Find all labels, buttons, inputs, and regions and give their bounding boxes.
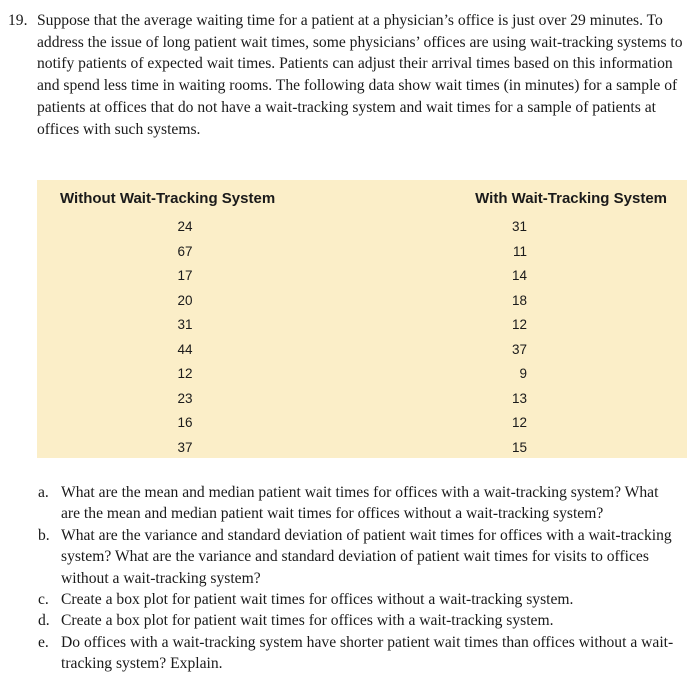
table-cell: 17 [177,268,193,283]
column-with-wait-tracking [493,215,527,460]
problem-number: 19. [8,12,28,29]
table-cell: 37 [511,341,527,357]
question-text: Create a box plot for patient wait times for offices without a wait-tracking system. [61,591,574,609]
table-cell: 23 [177,390,193,406]
table-cell: 13 [511,390,527,406]
question-label: e. [38,633,49,651]
table-cell: 12 [177,366,193,381]
table-cell: 12 [511,317,527,332]
question-text: Create a box plot for patient wait times for offices with a wait-tracking system. [61,612,554,630]
table-cell: 15 [511,439,527,455]
table-cell: 9 [519,366,527,381]
question-list [0,482,690,675]
table-cell: 31 [511,219,527,234]
table-cell: 16 [177,415,193,430]
table-cell: 20 [177,292,193,308]
question-text: Do offices with a wait-tracking system have shorter patient wait times than offices without a wait-tracking system? Explain. [61,633,674,673]
question-label: a. [38,484,49,501]
table-cell: 12 [511,415,527,430]
question-label: d. [38,612,50,630]
wait-time-table [37,180,687,458]
problem-statement [0,10,690,140]
table-cell: 37 [177,439,193,455]
table-cell: 44 [177,341,193,357]
table-cell: 18 [511,292,527,308]
question-label: c. [38,591,49,609]
table-cell: 67 [177,243,193,259]
problem-text: Suppose that the average waiting time for a patient at a physician’s office is just over 29 minutes. To address the issue of long patient wait times, some physicians’ offices are using wait-tracking systems to notify patients of expected wait times. Patients can adjust their arrival times based on this information and spend less time in waiting rooms. The following data show wait times (in minutes) for a sample of patients at offices that do not have a wait-tracking system and wait times for a sample of patients at offices with such systems. [37,12,683,138]
table-cell: 11 [512,243,527,259]
question-text: What are the mean and median patient wait times for offices with a wait-tracking system? What are the mean and median patient wait times for offices without a wait-tracking system? [61,484,659,523]
column-without-wait-tracking [157,215,213,460]
question-b [0,525,690,589]
question-e [0,632,690,675]
header-with-wait-tracking: With Wait-Tracking System [475,190,667,207]
question-label: b. [38,526,50,544]
question-a [0,482,690,525]
table-cell: 14 [511,268,527,283]
question-d [0,610,690,631]
question-text: What are the variance and standard deviation of patient wait times for offices with a wait-tracking system? What are the variance and standard deviation of patient wait times for visits to offices without a wait-tracking system? [61,526,672,587]
table-cell: 31 [177,317,193,332]
question-c [0,589,690,610]
header-without-wait-tracking: Without Wait-Tracking System [60,190,276,207]
table-cell: 24 [177,219,193,234]
